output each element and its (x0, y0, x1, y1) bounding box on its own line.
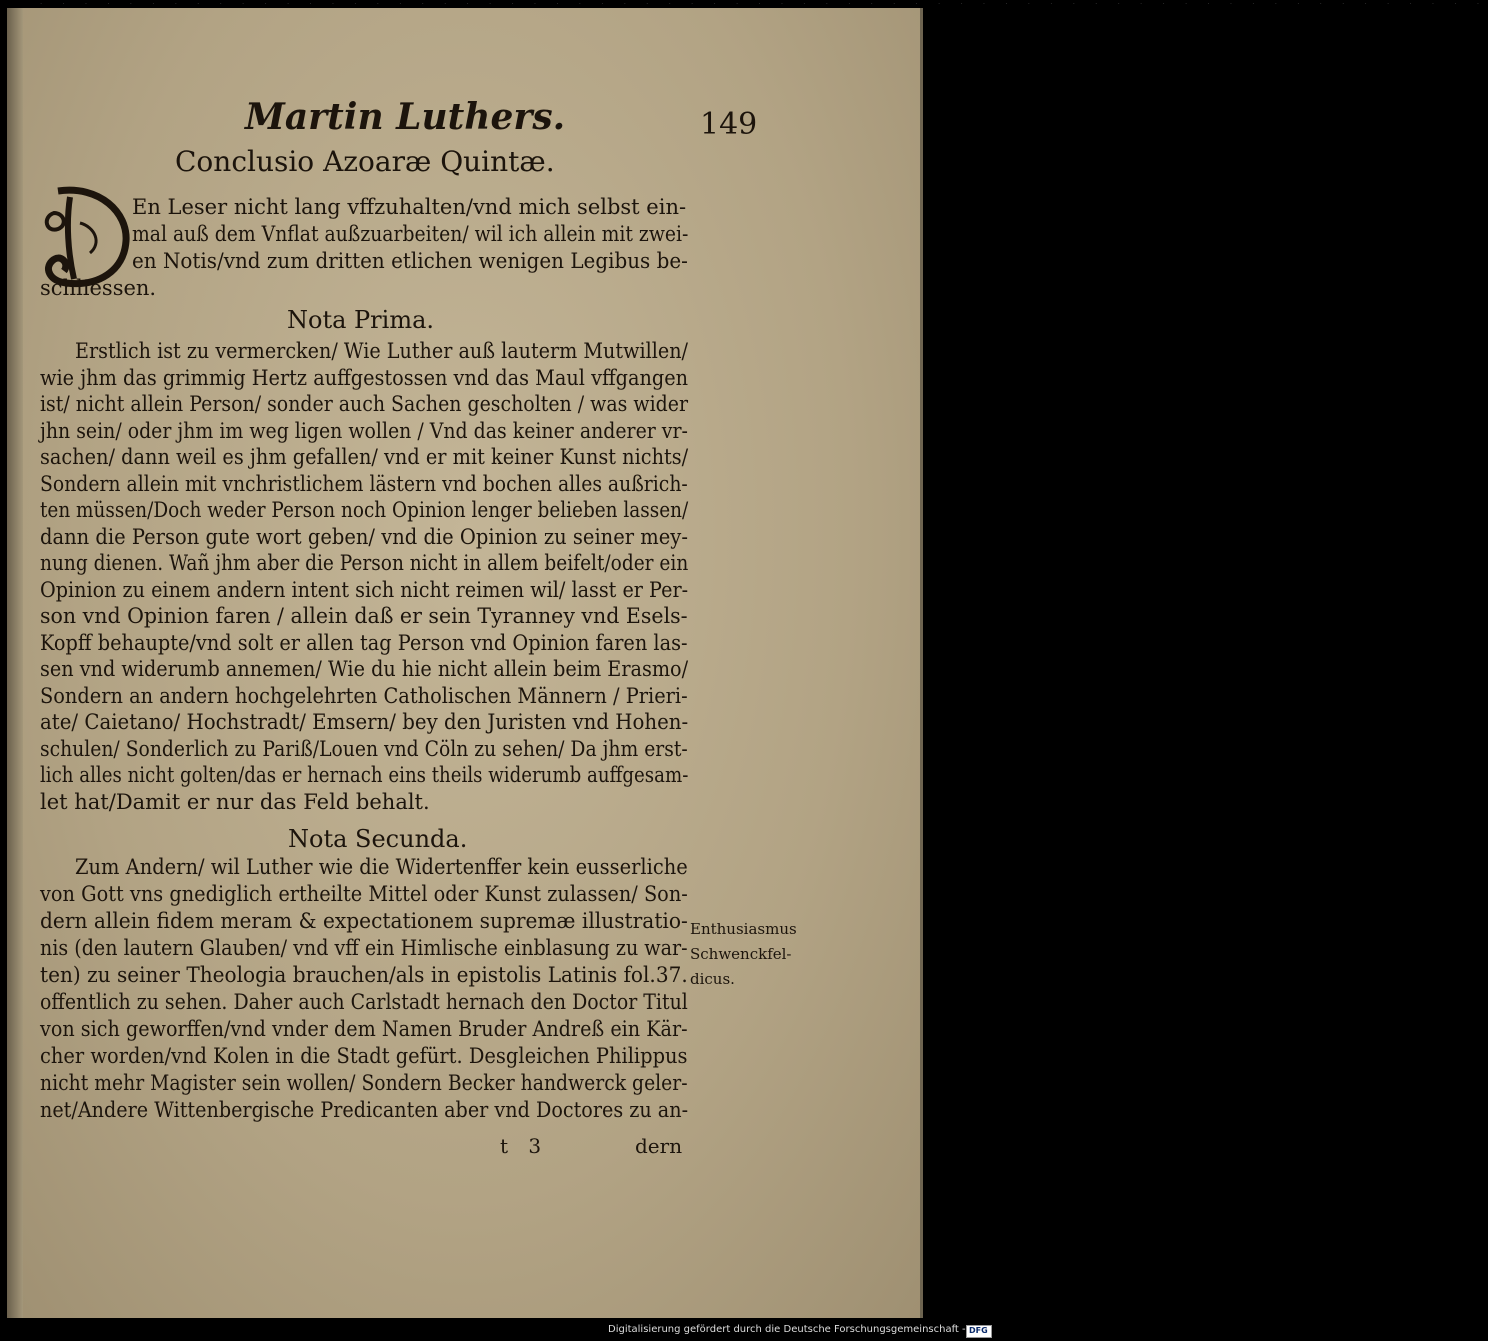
text-line: Erstlich ist zu vermercken/ Wie Luther auß lauterm Mutwillen/ (75, 339, 688, 363)
marginal-note-line: Schwenckfel- (690, 945, 792, 963)
text-line: ten müssen/Doch weder Person noch Opinion lenger belieben lassen/ (40, 498, 689, 522)
decorated-initial-d-icon (40, 183, 132, 291)
section-subheading: Conclusio Azoaræ Quintæ. (175, 145, 555, 178)
text-line: jhn sein/ oder jhm im weg ligen wollen / Vnd das keiner anderer vr- (40, 418, 688, 443)
top-edge-dots: · · · · · · · · · · · · · · · · · · · · · · · · · · · · · · · · · · · · · · · · · · · · · · · · · · · · · · · · · · · · · · · · · (40, 0, 1488, 8)
text-line: Sondern an andern hochgelehrten Catholischen Männern / Prieri- (40, 683, 688, 708)
text-line: mal auß dem Vnflat außzuarbeiten/ wil ich allein mit zwei- (132, 222, 689, 246)
text-line: Sondern allein mit vnchristlichem lästern vnd bochen alles außrich- (40, 471, 688, 496)
funding-footer: Digitalisierung gefördert durch die Deutsche Forschungsgemeinschaft - (608, 1324, 966, 1335)
running-head: Martin Luthers. (245, 96, 566, 138)
heading-nota-secunda: Nota Secunda. (288, 825, 468, 853)
text-line: let hat/Damit er nur das Feld behalt. (40, 789, 430, 814)
dfg-logo: DFG (966, 1325, 992, 1338)
marginal-note-line: Enthusiasmus (690, 920, 797, 938)
text-line: offentlich zu sehen. Daher auch Carlstadt hernach den Doctor Titul (40, 990, 688, 1014)
heading-nota-prima: Nota Prima. (287, 306, 435, 334)
text-line: ate/ Caietano/ Hochstradt/ Emsern/ bey den Juristen vnd Hohen- (40, 710, 689, 734)
signature-mark: t 3 (500, 1134, 542, 1158)
text-line: sen vnd widerumb annemen/ Wie du hie nicht allein beim Erasmo/ (40, 657, 689, 681)
page-number: 149 (700, 107, 758, 142)
text-line: von sich geworffen/vnd vnder dem Namen Bruder Andreß ein Kär- (40, 1017, 688, 1041)
catchword: dern (635, 1134, 683, 1158)
text-line: net/Andere Wittenbergische Predicanten aber vnd Doctores zu an- (40, 1098, 689, 1122)
text-line: schliessen. (40, 276, 157, 300)
text-line: ist/ nicht allein Person/ sonder auch Sachen gescholten / was wider (40, 392, 688, 416)
text-line: sachen/ dann weil es jhm gefallen/ vnd er mit keiner Kunst nichts/ (40, 445, 689, 469)
text-line: En Leser nicht lang vffzuhalten/vnd mich selbst ein- (132, 195, 687, 219)
text-line: Kopff behaupte/vnd solt er allen tag Person vnd Opinion faren las- (40, 630, 688, 655)
marginal-note-line: dicus. (690, 970, 735, 988)
text-line: nis (den lautern Glauben/ vnd vff ein Himlische einblasung zu war- (40, 936, 688, 960)
text-line: von Gott vns gnediglich ertheilte Mittel oder Kunst zulassen/ Son- (40, 882, 688, 906)
text-line: nung dienen. Wañ jhm aber die Person nicht in allem beifelt/oder ein (40, 551, 689, 575)
text-line: cher worden/vnd Kolen in die Stadt gefürt. Desgleichen Philippus (40, 1044, 688, 1068)
text-line: dern allein fidem meram & expectationem supremæ illustratio- (40, 909, 688, 933)
text-line: lich alles nicht golten/das er hernach eins theils widerumb auffgesam- (40, 763, 689, 787)
page-gutter (7, 8, 23, 1318)
text-line: Zum Andern/ wil Luther wie die Widertenffer kein eusserliche (75, 855, 688, 879)
text-line: dann die Person gute wort geben/ vnd die Opinion zu seiner mey- (40, 524, 688, 549)
text-line: wie jhm das grimmig Hertz auffgestossen vnd das Maul vffgangen (40, 365, 689, 390)
text-line: nicht mehr Magister sein wollen/ Sondern Becker handwerck geler- (40, 1071, 688, 1095)
text-line: ten) zu seiner Theologia brauchen/als in epistolis Latinis fol.37. (40, 963, 688, 987)
text-line: son vnd Opinion faren / allein daß er sein Tyranney vnd Esels- (40, 604, 688, 628)
text-line: Opinion zu einem andern intent sich nicht reimen wil/ lasst er Per- (40, 577, 689, 602)
text-line: schulen/ Sonderlich zu Pariß/Louen vnd Cöln zu sehen/ Da jhm erst- (40, 736, 688, 761)
text-line: en Notis/vnd zum dritten etlichen wenigen Legibus be- (132, 249, 688, 273)
